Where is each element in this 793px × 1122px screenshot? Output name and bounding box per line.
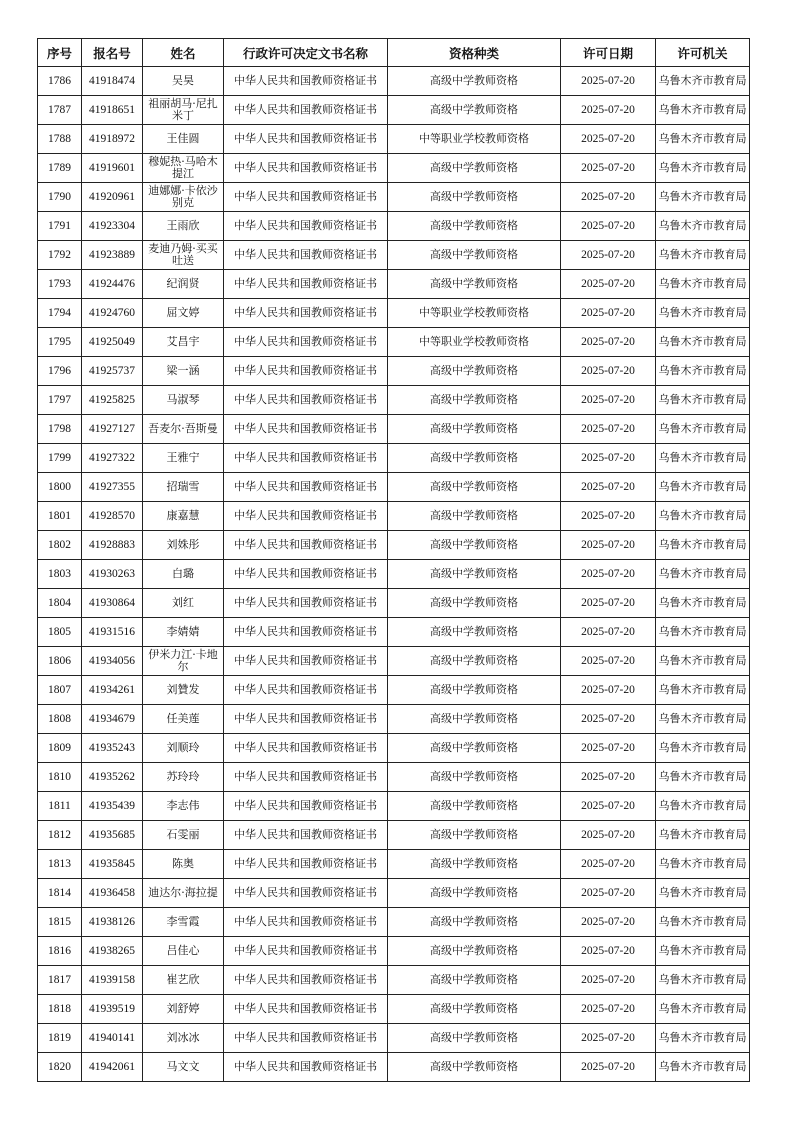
registration-number-cell: 41935243 (82, 734, 143, 763)
qualification-type-cell: 高级中学教师资格 (388, 966, 561, 995)
license-date-cell: 2025-07-20 (561, 241, 656, 270)
serial-cell: 1797 (38, 386, 82, 415)
header-license-date: 许可日期 (561, 39, 656, 67)
serial-cell: 1794 (38, 299, 82, 328)
serial-cell: 1804 (38, 589, 82, 618)
table-row (38, 96, 750, 125)
license-authority-cell: 乌鲁木齐市教育局 (656, 734, 750, 763)
serial-cell: 1801 (38, 502, 82, 531)
document-name-cell: 中华人民共和国教师资格证书 (224, 705, 388, 734)
serial-cell: 1806 (38, 647, 82, 676)
name-cell: 迪达尔·海拉提 (143, 879, 224, 908)
registration-number-cell: 41934056 (82, 647, 143, 676)
table-row (38, 67, 750, 96)
document-name-cell: 中华人民共和国教师资格证书 (224, 183, 388, 212)
license-authority-cell: 乌鲁木齐市教育局 (656, 560, 750, 589)
name-cell: 刘红 (143, 589, 224, 618)
qualification-type-cell: 中等职业学校教师资格 (388, 125, 561, 154)
name-cell: 苏玲玲 (143, 763, 224, 792)
document-name-cell: 中华人民共和国教师资格证书 (224, 966, 388, 995)
document-name-cell: 中华人民共和国教师资格证书 (224, 270, 388, 299)
license-date-cell: 2025-07-20 (561, 299, 656, 328)
table-row (38, 270, 750, 299)
registration-number-cell: 41925825 (82, 386, 143, 415)
table-row (38, 183, 750, 212)
document-name-cell: 中华人民共和国教师资格证书 (224, 937, 388, 966)
license-authority-cell: 乌鲁木齐市教育局 (656, 966, 750, 995)
qualification-type-cell: 高级中学教师资格 (388, 444, 561, 473)
qualification-type-cell: 高级中学教师资格 (388, 357, 561, 386)
license-authority-cell: 乌鲁木齐市教育局 (656, 270, 750, 299)
name-cell: 刘顺玲 (143, 734, 224, 763)
name-cell: 吾麦尔·吾斯曼 (143, 415, 224, 444)
license-date-cell: 2025-07-20 (561, 96, 656, 125)
license-date-cell: 2025-07-20 (561, 879, 656, 908)
qualification-type-cell: 高级中学教师资格 (388, 241, 561, 270)
serial-cell: 1818 (38, 995, 82, 1024)
license-authority-cell: 乌鲁木齐市教育局 (656, 67, 750, 96)
registration-number-cell: 41939519 (82, 995, 143, 1024)
document-name-cell: 中华人民共和国教师资格证书 (224, 444, 388, 473)
document-name-cell: 中华人民共和国教师资格证书 (224, 560, 388, 589)
table-row (38, 241, 750, 270)
table-row (38, 647, 750, 676)
serial-cell: 1815 (38, 908, 82, 937)
name-cell: 纪润贤 (143, 270, 224, 299)
qualification-type-cell: 高级中学教师资格 (388, 531, 561, 560)
document-name-cell: 中华人民共和国教师资格证书 (224, 676, 388, 705)
registration-number-cell: 41928570 (82, 502, 143, 531)
license-date-cell: 2025-07-20 (561, 676, 656, 705)
qualification-type-cell: 高级中学教师资格 (388, 212, 561, 241)
license-authority-cell: 乌鲁木齐市教育局 (656, 676, 750, 705)
qualification-type-cell: 高级中学教师资格 (388, 734, 561, 763)
table-row (38, 1053, 750, 1082)
header-license-authority: 许可机关 (656, 39, 750, 67)
serial-cell: 1798 (38, 415, 82, 444)
serial-cell: 1787 (38, 96, 82, 125)
license-authority-cell: 乌鲁木齐市教育局 (656, 792, 750, 821)
name-cell: 石雯丽 (143, 821, 224, 850)
serial-cell: 1807 (38, 676, 82, 705)
qualification-type-cell: 高级中学教师资格 (388, 1053, 561, 1082)
table-row (38, 502, 750, 531)
header-qualification-type: 资格种类 (388, 39, 561, 67)
registration-number-cell: 41939158 (82, 966, 143, 995)
registration-number-cell: 41925737 (82, 357, 143, 386)
qualification-type-cell: 高级中学教师资格 (388, 154, 561, 183)
document-name-cell: 中华人民共和国教师资格证书 (224, 154, 388, 183)
license-date-cell: 2025-07-20 (561, 67, 656, 96)
serial-cell: 1805 (38, 618, 82, 647)
license-authority-cell: 乌鲁木齐市教育局 (656, 531, 750, 560)
name-cell: 麦迪乃姆·买买吐送 (143, 241, 224, 270)
license-date-cell: 2025-07-20 (561, 270, 656, 299)
document-name-cell: 中华人民共和国教师资格证书 (224, 415, 388, 444)
name-cell: 屈文婷 (143, 299, 224, 328)
serial-cell: 1819 (38, 1024, 82, 1053)
document-name-cell: 中华人民共和国教师资格证书 (224, 531, 388, 560)
document-name-cell: 中华人民共和国教师资格证书 (224, 357, 388, 386)
serial-cell: 1793 (38, 270, 82, 299)
license-authority-cell: 乌鲁木齐市教育局 (656, 125, 750, 154)
license-authority-cell: 乌鲁木齐市教育局 (656, 183, 750, 212)
license-authority-cell: 乌鲁木齐市教育局 (656, 473, 750, 502)
registration-number-cell: 41927322 (82, 444, 143, 473)
name-cell: 艾昌宇 (143, 328, 224, 357)
license-authority-cell: 乌鲁木齐市教育局 (656, 705, 750, 734)
name-cell: 招瑞雪 (143, 473, 224, 502)
license-date-cell: 2025-07-20 (561, 125, 656, 154)
qualification-type-cell: 高级中学教师资格 (388, 879, 561, 908)
serial-cell: 1820 (38, 1053, 82, 1082)
license-authority-cell: 乌鲁木齐市教育局 (656, 328, 750, 357)
name-cell: 王雅宁 (143, 444, 224, 473)
license-authority-cell: 乌鲁木齐市教育局 (656, 1053, 750, 1082)
license-authority-cell: 乌鲁木齐市教育局 (656, 589, 750, 618)
table-body (38, 67, 750, 1082)
license-date-cell: 2025-07-20 (561, 444, 656, 473)
registration-number-cell: 41923304 (82, 212, 143, 241)
license-authority-cell: 乌鲁木齐市教育局 (656, 502, 750, 531)
license-date-cell: 2025-07-20 (561, 705, 656, 734)
registration-number-cell: 41919601 (82, 154, 143, 183)
name-cell: 刘舒婷 (143, 995, 224, 1024)
serial-cell: 1802 (38, 531, 82, 560)
license-date-cell: 2025-07-20 (561, 531, 656, 560)
qualification-type-cell: 高级中学教师资格 (388, 386, 561, 415)
serial-cell: 1812 (38, 821, 82, 850)
table-row (38, 966, 750, 995)
name-cell: 梁一涵 (143, 357, 224, 386)
name-cell: 吴昊 (143, 67, 224, 96)
registration-number-cell: 41918474 (82, 67, 143, 96)
license-date-cell: 2025-07-20 (561, 995, 656, 1024)
name-cell: 马淑琴 (143, 386, 224, 415)
serial-cell: 1792 (38, 241, 82, 270)
license-authority-cell: 乌鲁木齐市教育局 (656, 995, 750, 1024)
registration-number-cell: 41931516 (82, 618, 143, 647)
license-authority-cell: 乌鲁木齐市教育局 (656, 1024, 750, 1053)
registration-number-cell: 41940141 (82, 1024, 143, 1053)
table-row (38, 444, 750, 473)
name-cell: 李雪霞 (143, 908, 224, 937)
name-cell: 伊米力江·卡地尔 (143, 647, 224, 676)
registration-number-cell: 41918651 (82, 96, 143, 125)
document-name-cell: 中华人民共和国教师资格证书 (224, 821, 388, 850)
document-name-cell: 中华人民共和国教师资格证书 (224, 212, 388, 241)
license-date-cell: 2025-07-20 (561, 1053, 656, 1082)
name-cell: 祖丽胡马·尼扎米丁 (143, 96, 224, 125)
table-row (38, 125, 750, 154)
license-authority-cell: 乌鲁木齐市教育局 (656, 763, 750, 792)
header-serial: 序号 (38, 39, 82, 67)
table-row (38, 357, 750, 386)
document-name-cell: 中华人民共和国教师资格证书 (224, 328, 388, 357)
name-cell: 马文文 (143, 1053, 224, 1082)
license-date-cell: 2025-07-20 (561, 502, 656, 531)
serial-cell: 1786 (38, 67, 82, 96)
table-row (38, 299, 750, 328)
registration-number-cell: 41927355 (82, 473, 143, 502)
qualification-type-cell: 高级中学教师资格 (388, 908, 561, 937)
serial-cell: 1810 (38, 763, 82, 792)
qualification-type-cell: 高级中学教师资格 (388, 647, 561, 676)
document-name-cell: 中华人民共和国教师资格证书 (224, 386, 388, 415)
header-name: 姓名 (143, 39, 224, 67)
registration-number-cell: 41934679 (82, 705, 143, 734)
document-name-cell: 中华人民共和国教师资格证书 (224, 1053, 388, 1082)
document-name-cell: 中华人民共和国教师资格证书 (224, 241, 388, 270)
document-name-cell: 中华人民共和国教师资格证书 (224, 96, 388, 125)
license-date-cell: 2025-07-20 (561, 763, 656, 792)
document-name-cell: 中华人民共和国教师资格证书 (224, 647, 388, 676)
document-name-cell: 中华人民共和国教师资格证书 (224, 502, 388, 531)
name-cell: 王雨欣 (143, 212, 224, 241)
table-row (38, 415, 750, 444)
table-row (38, 589, 750, 618)
serial-cell: 1814 (38, 879, 82, 908)
table-row (38, 154, 750, 183)
license-date-cell: 2025-07-20 (561, 473, 656, 502)
license-date-cell: 2025-07-20 (561, 415, 656, 444)
registration-number-cell: 41930263 (82, 560, 143, 589)
qualification-type-cell: 高级中学教师资格 (388, 705, 561, 734)
serial-cell: 1790 (38, 183, 82, 212)
license-authority-cell: 乌鲁木齐市教育局 (656, 96, 750, 125)
table-row (38, 937, 750, 966)
name-cell: 吕佳心 (143, 937, 224, 966)
serial-cell: 1800 (38, 473, 82, 502)
license-date-cell: 2025-07-20 (561, 647, 656, 676)
license-authority-cell: 乌鲁木齐市教育局 (656, 154, 750, 183)
license-date-cell: 2025-07-20 (561, 966, 656, 995)
qualification-type-cell: 中等职业学校教师资格 (388, 299, 561, 328)
license-authority-cell: 乌鲁木齐市教育局 (656, 908, 750, 937)
registration-number-cell: 41923889 (82, 241, 143, 270)
name-cell: 崔艺欣 (143, 966, 224, 995)
serial-cell: 1813 (38, 850, 82, 879)
name-cell: 刘姝彤 (143, 531, 224, 560)
document-name-cell: 中华人民共和国教师资格证书 (224, 908, 388, 937)
license-date-cell: 2025-07-20 (561, 821, 656, 850)
qualification-type-cell: 高级中学教师资格 (388, 473, 561, 502)
license-date-cell: 2025-07-20 (561, 212, 656, 241)
name-cell: 李志伟 (143, 792, 224, 821)
qualification-type-cell: 高级中学教师资格 (388, 995, 561, 1024)
table-row (38, 618, 750, 647)
table-row (38, 1024, 750, 1053)
qualification-type-cell: 高级中学教师资格 (388, 937, 561, 966)
license-authority-cell: 乌鲁木齐市教育局 (656, 821, 750, 850)
license-authority-cell: 乌鲁木齐市教育局 (656, 299, 750, 328)
license-date-cell: 2025-07-20 (561, 328, 656, 357)
serial-cell: 1789 (38, 154, 82, 183)
qualification-type-cell: 高级中学教师资格 (388, 270, 561, 299)
name-cell: 任美莲 (143, 705, 224, 734)
qualification-type-cell: 高级中学教师资格 (388, 821, 561, 850)
table-row (38, 763, 750, 792)
registration-number-cell: 41935845 (82, 850, 143, 879)
license-date-cell: 2025-07-20 (561, 386, 656, 415)
registration-number-cell: 41927127 (82, 415, 143, 444)
serial-cell: 1811 (38, 792, 82, 821)
table-row (38, 386, 750, 415)
license-date-cell: 2025-07-20 (561, 589, 656, 618)
serial-cell: 1816 (38, 937, 82, 966)
license-date-cell: 2025-07-20 (561, 183, 656, 212)
serial-cell: 1803 (38, 560, 82, 589)
document-name-cell: 中华人民共和国教师资格证书 (224, 792, 388, 821)
serial-cell: 1796 (38, 357, 82, 386)
table-row (38, 705, 750, 734)
table-row (38, 560, 750, 589)
name-cell: 康嘉慧 (143, 502, 224, 531)
table-row (38, 531, 750, 560)
name-cell: 迪娜娜·卡依沙别克 (143, 183, 224, 212)
registration-number-cell: 41942061 (82, 1053, 143, 1082)
serial-cell: 1809 (38, 734, 82, 763)
table-row (38, 328, 750, 357)
license-authority-cell: 乌鲁木齐市教育局 (656, 357, 750, 386)
registration-number-cell: 41938126 (82, 908, 143, 937)
name-cell: 刘贊发 (143, 676, 224, 705)
registration-number-cell: 41936458 (82, 879, 143, 908)
license-authority-cell: 乌鲁木齐市教育局 (656, 618, 750, 647)
name-cell: 李婧婧 (143, 618, 224, 647)
table-row (38, 734, 750, 763)
qualification-type-cell: 高级中学教师资格 (388, 618, 561, 647)
document-name-cell: 中华人民共和国教师资格证书 (224, 850, 388, 879)
license-date-cell: 2025-07-20 (561, 734, 656, 763)
registration-number-cell: 41924476 (82, 270, 143, 299)
header-registration-number: 报名号 (82, 39, 143, 67)
registration-number-cell: 41924760 (82, 299, 143, 328)
table-row (38, 792, 750, 821)
serial-cell: 1795 (38, 328, 82, 357)
license-authority-cell: 乌鲁木齐市教育局 (656, 212, 750, 241)
license-date-cell: 2025-07-20 (561, 1024, 656, 1053)
registration-number-cell: 41935262 (82, 763, 143, 792)
license-authority-cell: 乌鲁木齐市教育局 (656, 444, 750, 473)
registration-number-cell: 41928883 (82, 531, 143, 560)
license-date-cell: 2025-07-20 (561, 560, 656, 589)
license-date-cell: 2025-07-20 (561, 357, 656, 386)
table-row (38, 850, 750, 879)
license-authority-cell: 乌鲁木齐市教育局 (656, 850, 750, 879)
qualification-type-cell: 高级中学教师资格 (388, 560, 561, 589)
registration-number-cell: 41935439 (82, 792, 143, 821)
license-authority-cell: 乌鲁木齐市教育局 (656, 415, 750, 444)
registration-number-cell: 41918972 (82, 125, 143, 154)
teacher-qualification-table (37, 38, 750, 1082)
registration-number-cell: 41935685 (82, 821, 143, 850)
serial-cell: 1788 (38, 125, 82, 154)
table-row (38, 908, 750, 937)
serial-cell: 1791 (38, 212, 82, 241)
license-authority-cell: 乌鲁木齐市教育局 (656, 937, 750, 966)
document-name-cell: 中华人民共和国教师资格证书 (224, 125, 388, 154)
document-name-cell: 中华人民共和国教师资格证书 (224, 618, 388, 647)
name-cell: 王佳圆 (143, 125, 224, 154)
header-document-name: 行政许可决定文书名称 (224, 39, 388, 67)
license-authority-cell: 乌鲁木齐市教育局 (656, 879, 750, 908)
document-name-cell: 中华人民共和国教师资格证书 (224, 879, 388, 908)
registration-number-cell: 41925049 (82, 328, 143, 357)
qualification-type-cell: 高级中学教师资格 (388, 67, 561, 96)
table-header-row (38, 39, 750, 67)
name-cell: 刘冰冰 (143, 1024, 224, 1053)
qualification-type-cell: 高级中学教师资格 (388, 96, 561, 125)
serial-cell: 1799 (38, 444, 82, 473)
license-date-cell: 2025-07-20 (561, 792, 656, 821)
qualification-type-cell: 高级中学教师资格 (388, 676, 561, 705)
registration-number-cell: 41938265 (82, 937, 143, 966)
name-cell: 陈奥 (143, 850, 224, 879)
qualification-type-cell: 高级中学教师资格 (388, 589, 561, 618)
table-row (38, 821, 750, 850)
name-cell: 白璐 (143, 560, 224, 589)
registration-number-cell: 41934261 (82, 676, 143, 705)
license-date-cell: 2025-07-20 (561, 850, 656, 879)
table-row (38, 879, 750, 908)
license-authority-cell: 乌鲁木齐市教育局 (656, 647, 750, 676)
table-row (38, 473, 750, 502)
license-authority-cell: 乌鲁木齐市教育局 (656, 241, 750, 270)
document-name-cell: 中华人民共和国教师资格证书 (224, 67, 388, 96)
license-date-cell: 2025-07-20 (561, 937, 656, 966)
license-date-cell: 2025-07-20 (561, 154, 656, 183)
document-name-cell: 中华人民共和国教师资格证书 (224, 1024, 388, 1053)
qualification-type-cell: 高级中学教师资格 (388, 502, 561, 531)
serial-cell: 1817 (38, 966, 82, 995)
document-name-cell: 中华人民共和国教师资格证书 (224, 299, 388, 328)
qualification-type-cell: 高级中学教师资格 (388, 1024, 561, 1053)
document-name-cell: 中华人民共和国教师资格证书 (224, 473, 388, 502)
table-row (38, 212, 750, 241)
qualification-type-cell: 高级中学教师资格 (388, 850, 561, 879)
document-name-cell: 中华人民共和国教师资格证书 (224, 589, 388, 618)
license-date-cell: 2025-07-20 (561, 908, 656, 937)
table-row (38, 995, 750, 1024)
document-name-cell: 中华人民共和国教师资格证书 (224, 763, 388, 792)
qualification-type-cell: 高级中学教师资格 (388, 183, 561, 212)
qualification-type-cell: 中等职业学校教师资格 (388, 328, 561, 357)
qualification-type-cell: 高级中学教师资格 (388, 763, 561, 792)
registration-number-cell: 41930864 (82, 589, 143, 618)
serial-cell: 1808 (38, 705, 82, 734)
table-row (38, 676, 750, 705)
qualification-type-cell: 高级中学教师资格 (388, 415, 561, 444)
qualification-type-cell: 高级中学教师资格 (388, 792, 561, 821)
registration-number-cell: 41920961 (82, 183, 143, 212)
name-cell: 穆妮热·马哈木提江 (143, 154, 224, 183)
document-name-cell: 中华人民共和国教师资格证书 (224, 734, 388, 763)
document-name-cell: 中华人民共和国教师资格证书 (224, 995, 388, 1024)
license-authority-cell: 乌鲁木齐市教育局 (656, 386, 750, 415)
license-date-cell: 2025-07-20 (561, 618, 656, 647)
